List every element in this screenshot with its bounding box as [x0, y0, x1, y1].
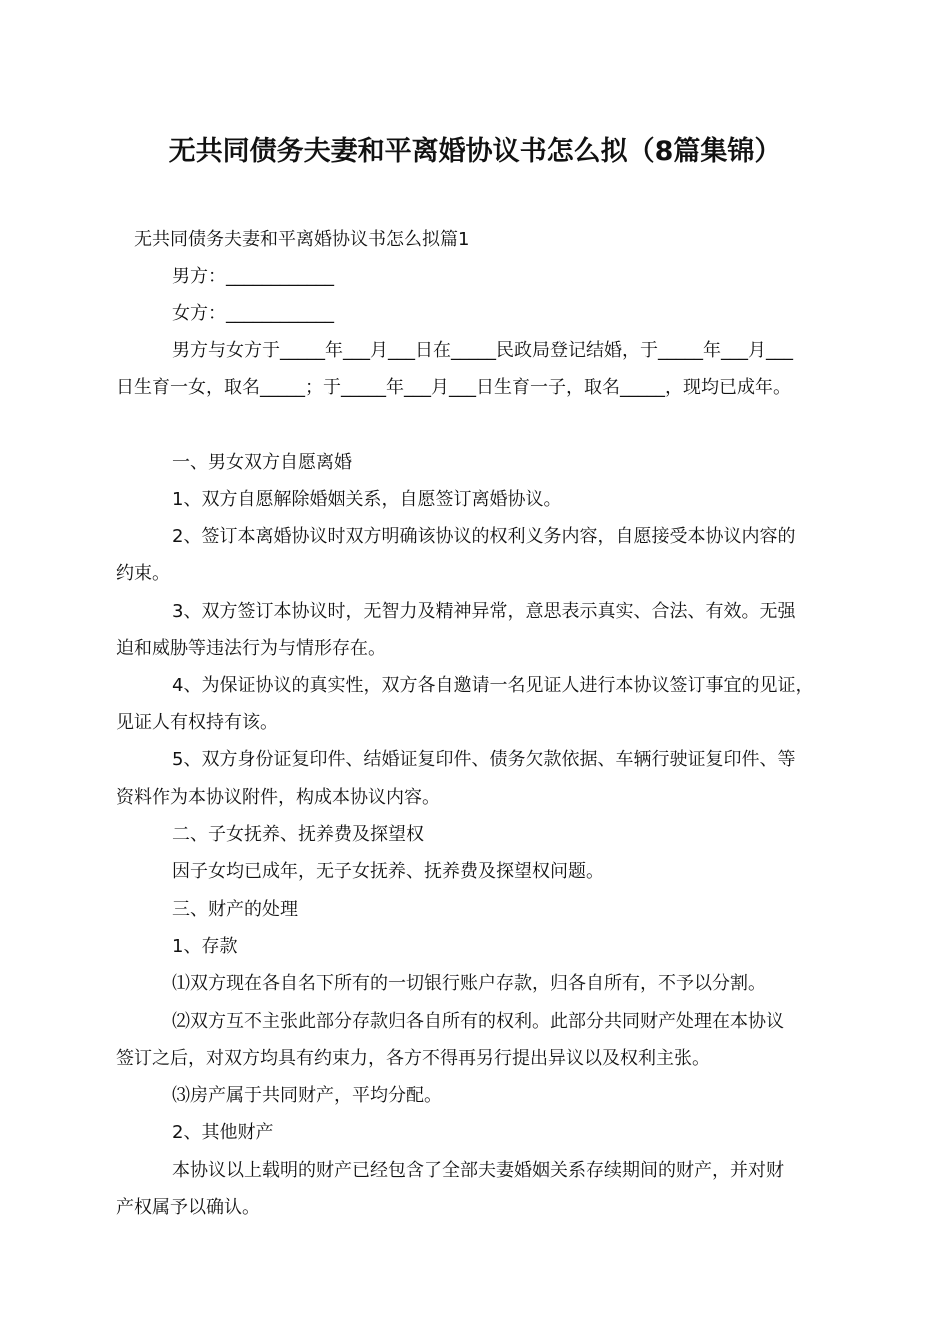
section-1-heading: 一、男女双方自愿离婚	[172, 452, 352, 473]
section-3-clause-4-line-1: 本协议以上载明的财产已经包含了全部夫妻婚姻关系存续期间的财产，并对财	[172, 1160, 784, 1181]
section-3-heading: 三、财产的处理	[172, 899, 298, 920]
section-3-clause-2-line-1: ⑵双方互不主张此部分存款归各自所有的权利。此部分共同财产处理在本协议	[172, 1011, 784, 1032]
woman-field-line: 女方：____________	[172, 303, 334, 324]
section-1-item-4-line-2: 见证人有权持有该。	[116, 712, 278, 733]
section-3-clause-2-line-2: 签订之后，对双方均具有约束力，各方不得再另行提出异议以及权利主张。	[116, 1048, 710, 1069]
document-subtitle: 无共同债务夫妻和平离婚协议书怎么拟篇1	[134, 229, 470, 250]
man-field-line: 男方：____________	[172, 266, 334, 287]
document-title: 无共同债务夫妻和平离婚协议书怎么拟（8篇集锦）	[168, 136, 782, 167]
section-3-clause-1: ⑴双方现在各自名下所有的一切银行账户存款，归各自所有，不予以分割。	[172, 973, 766, 994]
section-2-text: 因子女均已成年，无子女抚养、抚养费及探望权问题。	[172, 861, 604, 882]
section-1-item-3-line-1: 3、双方签订本协议时，无智力及精神异常，意思表示真实、合法、有效。无强	[172, 601, 796, 622]
section-1-item-3-line-2: 迫和威胁等违法行为与情形存在。	[116, 638, 386, 659]
section-1-item-1: 1、双方自愿解除婚姻关系，自愿签订离婚协议。	[172, 489, 562, 510]
section-1-item-2-line-1: 2、签订本离婚协议时双方明确该协议的权利义务内容，自愿接受本协议内容的	[172, 526, 796, 547]
section-3-clause-3: ⑶房产属于共同财产，平均分配。	[172, 1085, 442, 1106]
section-3-subheading-deposits: 1、存款	[172, 936, 238, 957]
section-1-item-5-line-2: 资料作为本协议附件，构成本协议内容。	[116, 787, 440, 808]
section-3-subheading-other-property: 2、其他财产	[172, 1122, 274, 1143]
section-2-heading: 二、子女抚养、抚养费及探望权	[172, 824, 424, 845]
section-1-item-4-line-1: 4、为保证协议的真实性，双方各自邀请一名见证人进行本协议签订事宜的见证，	[172, 675, 814, 696]
section-1-item-5-line-1: 5、双方身份证复印件、结婚证复印件、债务欠款依据、车辆行驶证复印件、等	[172, 749, 796, 770]
section-1-item-2-line-2: 约束。	[116, 563, 170, 584]
marriage-paragraph-line-1: 男方与女方于_____年___月___日在_____民政局登记结婚，于_____年___月___	[172, 340, 793, 361]
section-3-clause-4-line-2: 产权属予以确认。	[116, 1197, 260, 1218]
marriage-paragraph-line-2: 日生育一女，取名_____；于_____年___月___日生育一子，取名_____，现均已成年。	[116, 377, 791, 398]
